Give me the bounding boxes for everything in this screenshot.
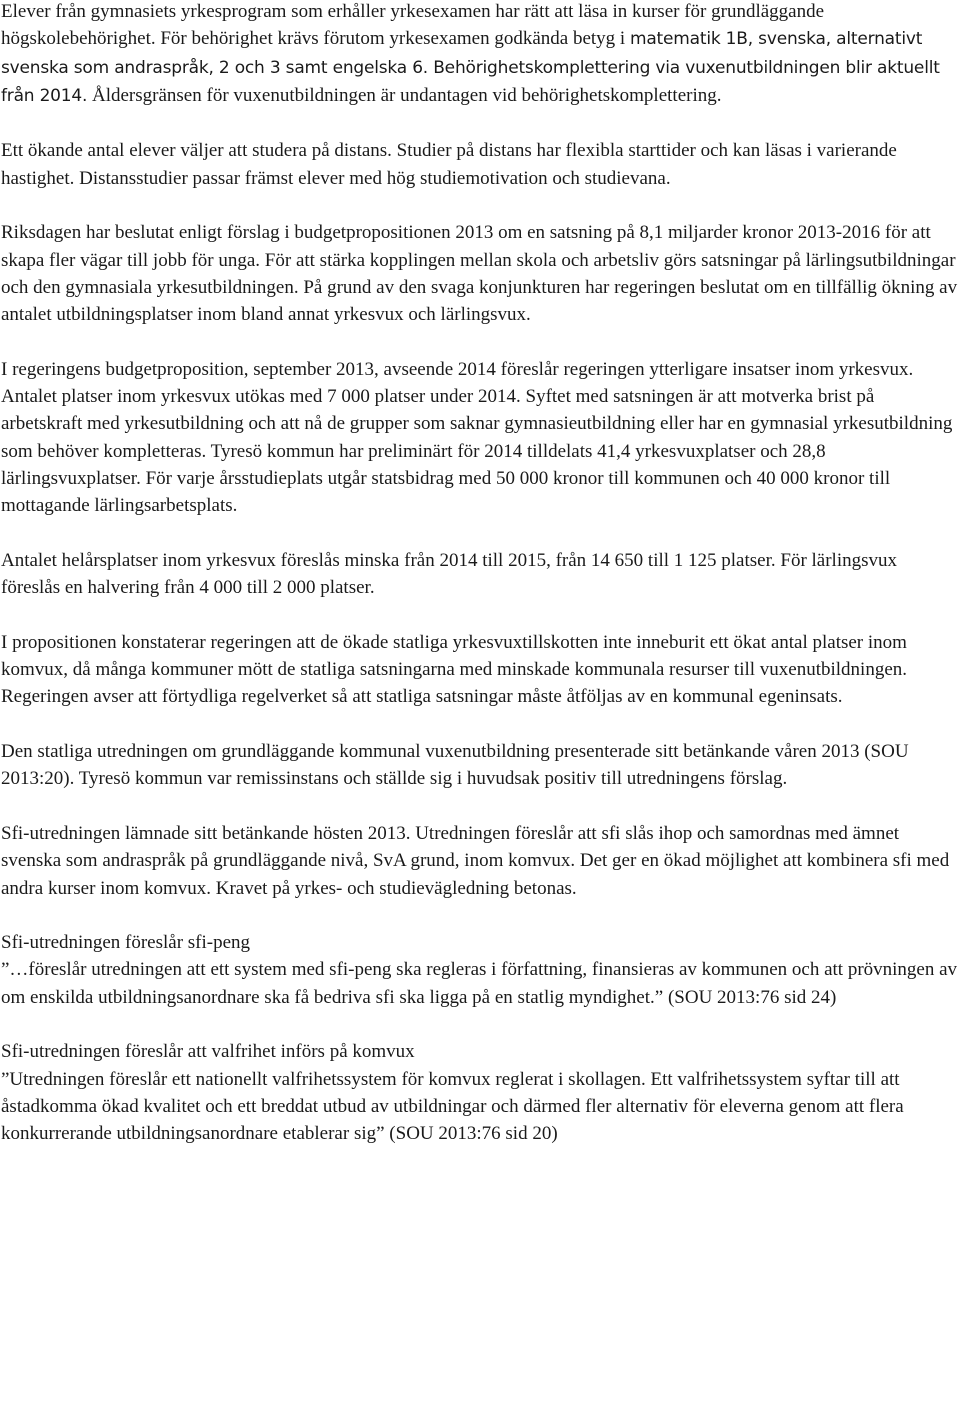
paragraph-sfi-inquiry: Sfi-utredningen lämnade sitt betänkande hösten 2013. Utredningen föreslår att sfi slås ihop och samordnas med ämnet svenska som andraspråk på grundläggande nivå, SvA grund, inom komvux. Det ger en ökad möjlighet att kombinera sfi med andra kurser inom komvux. Kravet på yrkes- och studievägledning betonas. <box>1 822 950 899</box>
eligibility-age-limit-text: Åldersgränsen för vuxenutbildningen är undantagen vid behörighetskomplettering. <box>92 84 722 106</box>
paragraph-budget-proposition: I regeringens budgetproposition, september 2013, avseende 2014 föreslår regeringen ytterligare insatser inom yrkesvux. Antalet platser inom yrkesvux utökas med 7 000 platser under 2014. Syftet med satsningen är att motverka brist på arbetskraft med yrkesutbildning och att nå de grupper som saknar gymnasieutbildning eller har en gymnasial yrkesutbildning som behöver kompletteras. Tyresö kommun har preliminärt för 2014 tilldelats 41,4 yrkesvuxplatser och 28,8 lärlingsvuxplatser. För varje årsstudieplats utgår statsbidrag med 50 000 kronor till kommunen och 40 000 kronor till mottagande lärlingsarbetsplats. <box>1 358 953 517</box>
paragraph-eligibility <box>1 0 958 110</box>
paragraph-place-reduction: Antalet helårsplatser inom yrkesvux föreslås minska från 2014 till 2015, från 14 650 till 1 125 platser. För lärlingsvux föreslås en halvering från 4 000 till 2 000 platser. <box>1 549 898 599</box>
section-komvux-choice <box>1 1038 958 1147</box>
quote-komvux-choice: ”Utredningen föreslår ett nationellt valfrihetssystem för komvux reglerat i skollagen. Ett valfrihetssystem syftar till att åstadkomma ökad kvalitet och ett breddat utbud av utbildningar och därmed fler alternativ för eleverna genom att flera konkurrerande utbildningsanordnare etablerar sig” (SOU 2013:76 sid 20) <box>1 1068 904 1145</box>
eligibility-text-serif: Elever från gymnasiets yrkesprogram som erhåller yrkesexamen har rätt att läsa in kurser för grundläggande högskolebehörighet. För behörighet krävs förutom yrkesexamen godkända betyg i <box>1 1 825 50</box>
section-heading-komvux-choice: Sfi-utredningen föreslår att valfrihet införs på komvux <box>1 1041 415 1063</box>
paragraph-state-inquiry: Den statliga utredningen om grundläggande kommunal vuxenutbildning presenterade sitt betänkande våren 2013 (SOU 2013:20). Tyresö kommun var remissinstans och ställde sig i huvudsak positiv till utredningens förslag. <box>1 741 909 790</box>
section-sfi-voucher <box>1 929 958 1011</box>
paragraph-distance-studies: Ett ökande antal elever väljer att studera på distans. Studier på distans har flexibla starttider och kan läsas i varierande hastighet. Distansstudier passar främst elever med hög studiemotivation och studievana. <box>1 140 897 189</box>
quote-sfi-voucher: ”…föreslår utredningen att ett system med sfi-peng ska regleras i författning, finansieras av kommunen och att prövningen av om enskilda utbildningsanordnare ska få bedriva sfi ska ligga på en statlig myndighet.” (SOU 2013:76 sid 24) <box>1 959 958 1008</box>
paragraph-riksdag-decision: Riksdagen har beslutat enligt förslag i budgetpropositionen 2013 om en satsning på 8,1 miljarder kronor 2013-2016 för att skapa fler vägar till jobb för unga. För att stärka kopplingen mellan skola och arbetsliv görs satsningar på lärlingsutbildningar och den gymnasiala yrkesutbildningen. På grund av den svaga konjunkturen har regeringen beslutat om en tillfällig ökning av antalet utbildningsplatser inom bland annat yrkesvux och lärlingsvux. <box>1 222 958 326</box>
paragraph-proposition-findings: I propositionen konstaterar regeringen att de ökade statliga yrkesvuxtillskotten inte inneburit ett ökat antal platser inom komvux, då många kommuner mött de statliga satsningarna med minskade kommunala resurser till vuxenutbildningen. Regeringen avser att förtydliga regelverket så att statliga satsningar måste åtföljas av en kommunal egeninsats. <box>1 631 908 708</box>
section-heading-sfi-voucher: Sfi-utredningen föreslår sfi-peng <box>1 932 251 954</box>
eligibility-text-sans: matematik 1B, svenska, alternativt svenska som andraspråk, 2 och 3 samt engelska 6. Behörighetskomplettering via vuxenutbildningen blir aktuellt från 2014. <box>1 29 940 106</box>
